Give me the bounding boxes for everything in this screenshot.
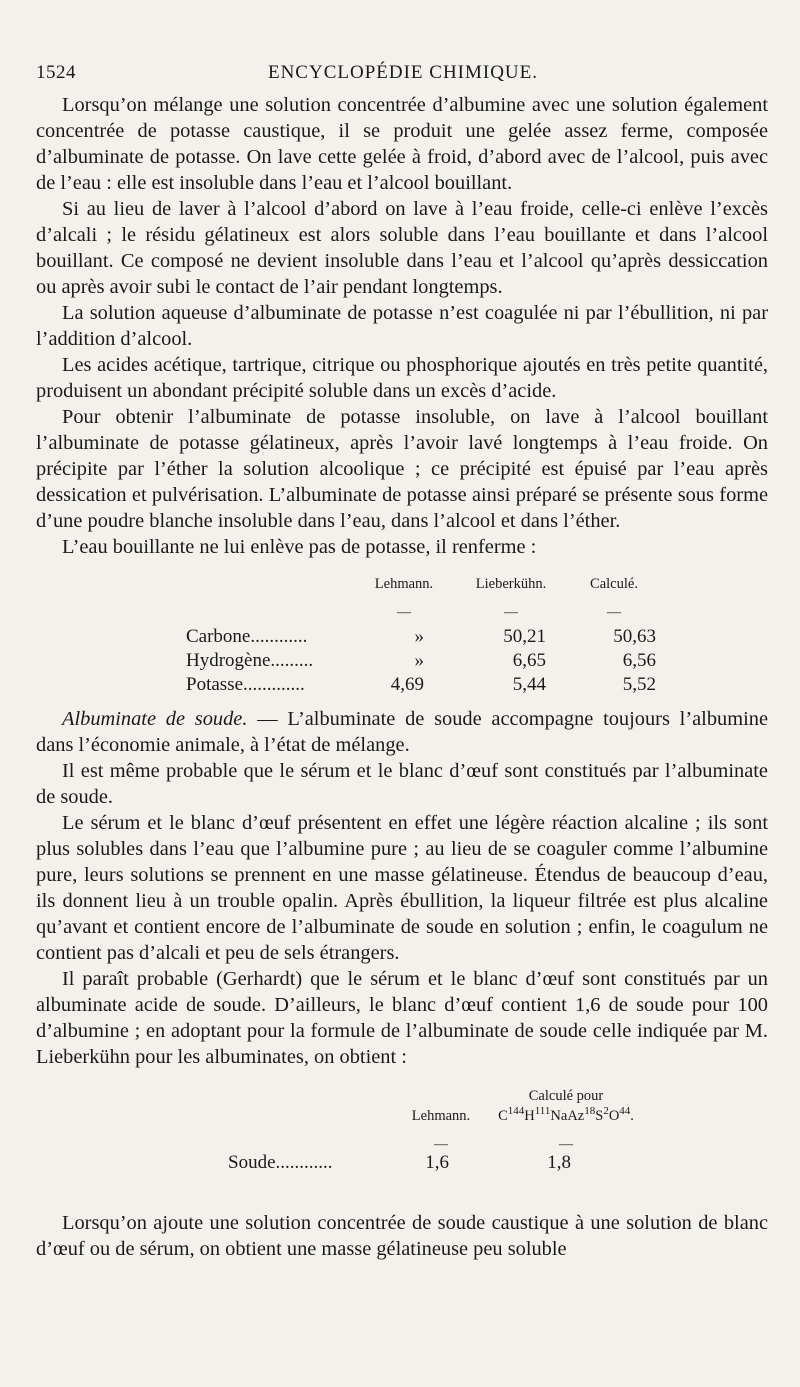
column-header-lehmann: Lehmann. [374,576,434,592]
running-title: ENCYCLOPÉDIE CHIMIQUE. [267,62,539,83]
cell-value: 50,63 [613,626,656,647]
page-number: 1524 [36,62,76,83]
paragraph: Si au lieu de laver à l’alcool d’abord on lave à l’eau froide, celle-ci enlève l’excès d’alcali ; le résidu gélatineux est alors soluble dans l’eau bouillante et dans l’alcool bouillant. Ce composé ne devient insoluble dans l’eau et l’alcool qu’après dessiccation ou après avoir subi le contact de l’air pendant longtemps. [36,198,768,298]
column-dash: — [607,605,621,620]
row-label-hydrogene: Hydrogène......... [186,650,314,671]
cell-value: » [414,626,424,647]
column-dash: — [504,605,518,620]
page-body [36,92,768,1262]
cell-value: 5,52 [622,674,656,695]
paragraph: Lorsqu’on ajoute une solution concentrée de soude caustique à une solution de blanc d’œuf ou de sérum, on obtient une masse gélatineuse peu soluble [36,1212,768,1260]
column-dash: — [559,1137,573,1152]
formula-header: $C^{144}H^{111}NaAz^{18}S^2O^{44}$. [498,1105,634,1124]
composition-table-potasse [36,570,768,706]
section-paragraph [36,706,768,758]
paragraph: Il est même probable que le sérum et le blanc d’œuf sont constitués par l’albuminate de soude. [36,760,768,808]
column-dash: — [397,605,411,620]
paragraph: Le sérum et le blanc d’œuf présentent en effet une légère réaction alcaline ; ils sont plus solubles dans l’eau que l’albumine pure ; au lieu de se coaguler comme l’albumine pure, leurs solutions se prennent en une masse gélatineuse. Étendus de beaucoup d’eau, ils donnent lieu à un trouble opalin. Après ébullition, la liqueur filtrée est plus alcaline qu’avant et contient encore de l’albuminate de soude en solution ; enfin, le coagulum ne contient pas d’alcali et peu de sels étrangers. [36,812,768,964]
column-header-calcule-pour: Calculé pour [528,1088,604,1104]
row-label-carbone: Carbone............ [186,626,308,647]
cell-value: 50,21 [503,626,546,647]
section-lead: — L’albuminate de soude accompagne toujours l’albumine dans l’économie animale, à l’état de mélange. [36,708,769,756]
cell-value: 5,44 [512,674,546,695]
section-title: Albuminate de soude. [62,708,248,730]
column-header-lieberkuhn: Lieberkühn. [475,576,547,592]
composition-table-soude [36,1084,768,1210]
column-header-lehmann: Lehmann. [411,1108,471,1124]
cell-value: 6,65 [512,650,546,671]
cell-value: 1,6 [425,1152,449,1173]
paragraph: Les acides acétique, tartrique, citrique ou phosphorique ajoutés en très petite quantité, produisent un abondant précipité soluble dans un excès d’acide. [36,354,768,402]
row-label-potasse: Potasse............. [186,674,305,695]
paragraph: Pour obtenir l’albuminate de potasse insoluble, on lave à l’alcool bouillant l’albuminate de potasse gélatineux, après l’avoir lavé longtemps à l’eau froide. On précipite par l’éther la solution alcoolique ; ce précipité est épuisé par l’eau après dessication et pulvérisation. L’albuminate de potasse ainsi préparé se présente sous forme d’une poudre blanche insoluble dans l’eau, dans l’alcool et dans l’éther. [36,406,768,532]
column-dash: — [434,1137,448,1152]
page-header [36,62,770,90]
cell-value: 1,8 [547,1152,571,1173]
paragraph: La solution aqueuse d’albuminate de potasse n’est coagulée ni par l’ébullition, ni par l’addition d’alcool. [36,302,768,350]
paragraph: L’eau bouillante ne lui enlève pas de potasse, il renferme : [62,536,537,558]
row-label-soude: Soude............ [228,1152,333,1173]
cell-value: » [414,650,424,671]
column-header-calcule: Calculé. [590,576,638,592]
cell-value: 6,56 [622,650,656,671]
paragraph: Il paraît probable (Gerhardt) que le sérum et le blanc d’œuf sont constitués par un albuminate acide de soude. D’ailleurs, le blanc d’œuf contient 1,6 de soude pour 100 d’albumine ; en adoptant pour la formule de l’albuminate de soude celle indiquée par M. Lieberkühn pour les albuminates, on obtient : [36,968,768,1068]
paragraph: Lorsqu’on mélange une solution concentrée d’albumine avec une solution également concentrée de potasse caustique, il se produit une gelée assez ferme, composée d’albuminate de potasse. On lave cette gelée à froid, d’abord avec de l’alcool, puis avec de l’eau : elle est insoluble dans l’eau et l’alcool bouillant. [36,94,768,194]
cell-value: 4,69 [390,674,424,695]
